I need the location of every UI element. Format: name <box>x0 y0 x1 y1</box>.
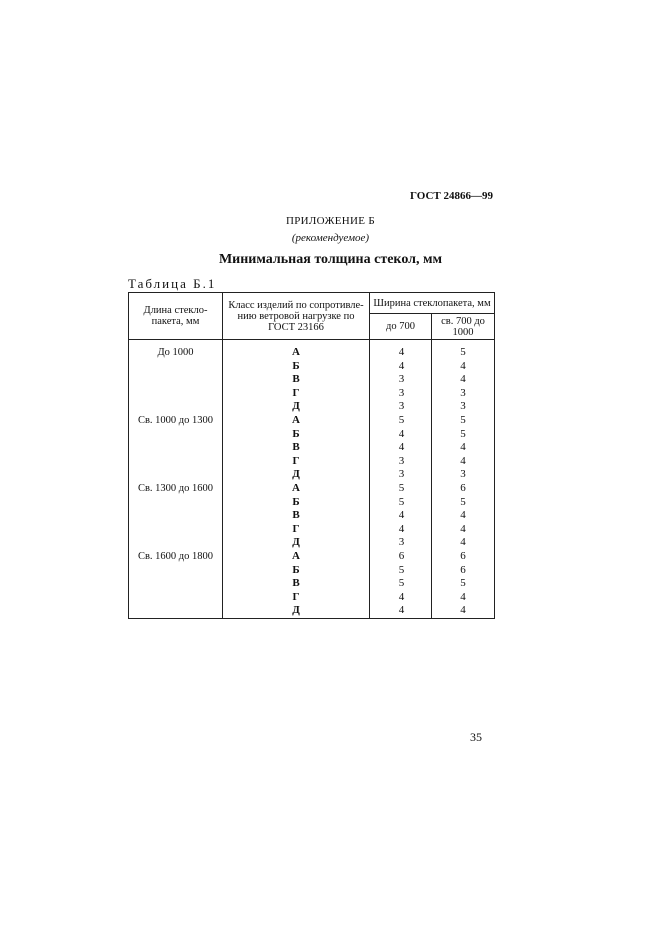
table-cell-w1000: 3 <box>460 386 466 399</box>
table-cell-w1000: 5 <box>460 346 466 358</box>
table-cell-w1000: 5 <box>460 495 466 508</box>
table-cell-w1000: 5 <box>460 413 466 426</box>
table-cell-w1000: 4 <box>460 536 466 549</box>
table-cell-w700: 4 <box>398 427 405 440</box>
length-column <box>129 340 223 619</box>
table-cell-length <box>129 441 222 455</box>
table-cell-length <box>129 509 222 523</box>
table-cell-w700: 4 <box>398 522 405 535</box>
table-cell-w700: 3 <box>398 468 405 481</box>
table-cell-w1000: 4 <box>460 509 466 522</box>
table-cell-class: Г <box>292 454 300 467</box>
table-cell-class: Б <box>292 359 300 372</box>
table-cell-class: Б <box>292 563 300 576</box>
header-width-upto-700: до 700 <box>370 314 432 340</box>
table-cell-w700: 3 <box>398 536 405 549</box>
table-cell-w1000: 6 <box>460 481 466 494</box>
header-length: Длина стекло-пакета, мм <box>129 293 223 340</box>
appendix-status: (рекомендуемое) <box>291 232 370 244</box>
table-cell-w700: 3 <box>398 400 405 413</box>
table-cell-w700: 4 <box>398 346 405 358</box>
class-column <box>223 340 370 619</box>
table-cell-w1000: 4 <box>460 604 466 617</box>
width-1000-column <box>432 340 495 619</box>
table-label: Таблица Б.1 <box>128 276 217 291</box>
standard-number: ГОСТ 24866—99 <box>410 190 493 202</box>
table-cell-class: В <box>292 441 300 454</box>
table-cell-length <box>129 564 222 578</box>
table-cell-w1000: 4 <box>460 590 466 603</box>
table-cell-class: А <box>292 413 300 426</box>
table-cell-w1000: 4 <box>460 441 466 454</box>
table-cell-length <box>129 400 222 414</box>
table-cell-class: Г <box>292 522 300 535</box>
width-700-column <box>370 340 432 619</box>
appendix-title: Минимальная толщина стекол, мм <box>218 252 443 267</box>
table-cell-length: До 1000 <box>157 347 194 358</box>
table-cell-length <box>129 428 222 442</box>
table-cell-w700: 5 <box>398 481 405 494</box>
glass-thickness-table <box>128 292 495 619</box>
table-cell-class: А <box>292 481 300 494</box>
table-cell-class: Б <box>292 495 300 508</box>
table-cell-w700: 4 <box>398 604 405 617</box>
table-cell-w1000: 3 <box>460 400 466 413</box>
table-cell-w700: 5 <box>398 495 405 508</box>
table-cell-length <box>129 468 222 482</box>
table-cell-length <box>129 523 222 537</box>
table-cell-w1000: 6 <box>460 563 466 576</box>
table-cell-length: Св. 1600 до 1800 <box>137 550 214 562</box>
table-cell-w700: 3 <box>398 386 405 399</box>
table-cell-length <box>129 373 222 387</box>
table-cell-length <box>129 577 222 591</box>
header-width-700-1000: св. 700 до 1000 <box>432 314 495 340</box>
header-width-group: Ширина стеклопакета, мм <box>370 293 495 314</box>
table-cell-class: Д <box>292 536 300 549</box>
header-class: Класс изделий по сопротивле-нию ветровой нагрузке по ГОСТ 23166 <box>223 293 370 340</box>
table-cell-class: Г <box>292 386 300 399</box>
table-cell-w1000: 5 <box>460 577 466 590</box>
table-cell-length <box>129 360 222 374</box>
table-cell-w1000: 5 <box>460 427 466 440</box>
table-cell-class: Д <box>292 400 300 413</box>
table-cell-w700: 5 <box>398 413 405 426</box>
table-cell-w1000: 4 <box>460 454 466 467</box>
table-cell-w700: 4 <box>398 441 405 454</box>
table-cell-class: Д <box>292 604 300 617</box>
table-cell-class: В <box>292 373 300 386</box>
table-cell-w700: 5 <box>398 577 405 590</box>
table-cell-class: А <box>292 549 300 562</box>
table-cell-w1000: 6 <box>460 549 466 562</box>
table-cell-length <box>129 604 222 618</box>
table-cell-w700: 6 <box>398 549 405 562</box>
table-cell-w700: 3 <box>398 373 405 386</box>
table-cell-w1000: 4 <box>460 373 466 386</box>
page-number: 35 <box>470 730 482 744</box>
table-cell-class: Б <box>292 427 300 440</box>
table-cell-w700: 4 <box>398 359 405 372</box>
table-cell-w1000: 4 <box>460 359 466 372</box>
table-cell-length <box>129 591 222 605</box>
table-cell-w700: 4 <box>398 509 405 522</box>
table-cell-class: А <box>292 346 300 358</box>
table-cell-class: Д <box>292 468 300 481</box>
table-cell-length <box>129 387 222 401</box>
table-cell-class: Г <box>292 590 300 603</box>
table-cell-class: В <box>292 509 300 522</box>
table-cell-length <box>129 496 222 510</box>
table-cell-w700: 4 <box>398 590 405 603</box>
table-cell-length <box>129 455 222 469</box>
table-cell-w1000: 4 <box>460 522 466 535</box>
table-cell-length: Св. 1300 до 1600 <box>137 482 214 494</box>
table-cell-w1000: 3 <box>460 468 466 481</box>
table-cell-w700: 5 <box>398 563 405 576</box>
table-cell-length <box>129 536 222 550</box>
table-cell-class: В <box>292 577 300 590</box>
table-cell-w700: 3 <box>398 454 405 467</box>
table-cell-length: Св. 1000 до 1300 <box>137 414 214 426</box>
appendix-label: ПРИЛОЖЕНИЕ Б <box>286 215 375 227</box>
